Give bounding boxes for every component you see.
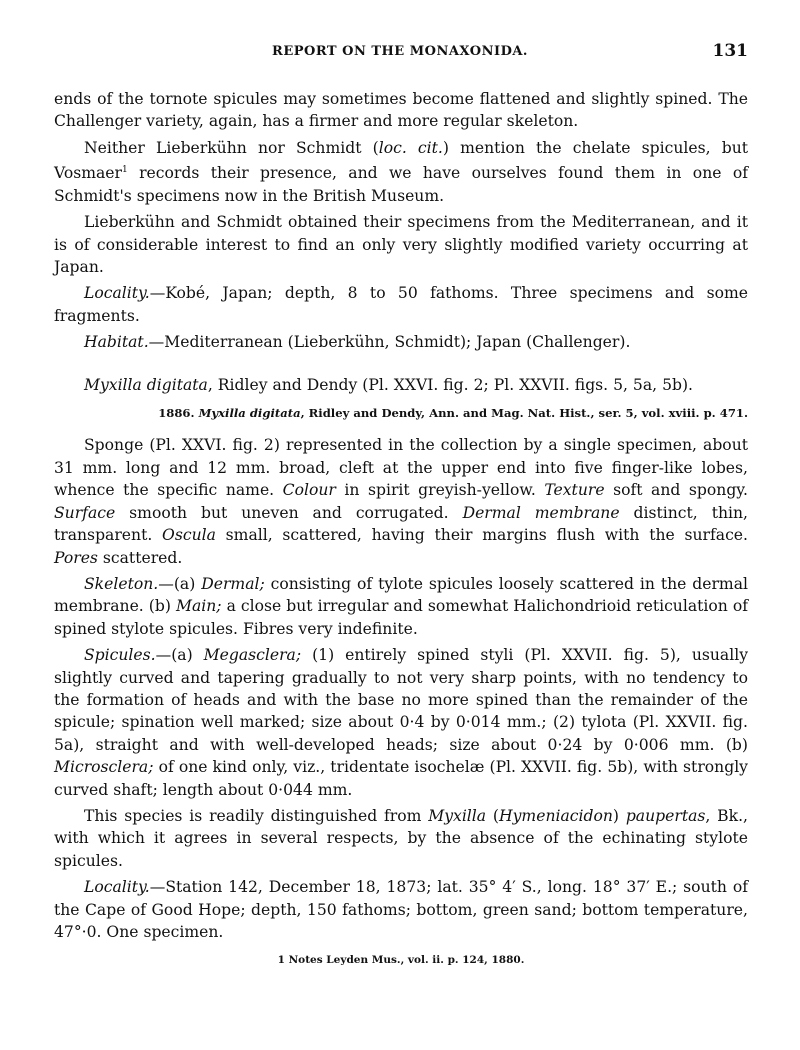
paragraph-chelate: Neither Lieberkühn nor Schmidt (loc. cit.) mention the chelate spicules, but Vosmaer$^1$ records their presence, and we have ourselves found them in one of Schmidt's specimens now in the British Museum. bbox=[54, 138, 748, 205]
skeleton-label: Skeleton. bbox=[84, 574, 159, 593]
locality-label: Locality. bbox=[84, 284, 150, 303]
footnote-marker: 1 bbox=[122, 165, 128, 176]
page-header bbox=[0, 41, 800, 68]
pores-label: Pores bbox=[54, 548, 98, 567]
paragraph-spicules: Spicules.—(a) Megasclera; (1) entirely spined styli (Pl. XXVII. fig. 5), usually slightly curved and tapering gradually to not very sharp points, with no tendency to the formation of heads and with the base no more spined than the remainder of the spicule; spination well marked; size about 0·4 by 0·014 mm.; (2) tylota (Pl. XXVII. fig. 5a), straight and with well-developed heads; size about 0·24 by 0·006 mm. (b) Microsclera; of one kind only, viz., tridentate isochelæ (Pl. XXVII. fig. 5b), with strongly curved shaft; length about 0·044 mm. bbox=[54, 646, 749, 799]
locality-station-142: Locality.—Station 142, December 18, 1873; lat. 35° 4′ S., long. 18° 37′ E.; south of the Cape of Good Hope; depth, 150 fathoms; bottom, green sand; bottom temperature, 47°·0. One specimen. bbox=[54, 878, 748, 941]
loc-cit: loc. cit. bbox=[378, 138, 443, 157]
oscula-label: Oscula bbox=[162, 526, 216, 545]
colour-label: Colour bbox=[282, 481, 336, 500]
paragraph-skeleton: Skeleton.—(a) Dermal; consisting of tylote spicules loosely scattered in the dermal membrane. (b) Main; a close but irregular and somewhat Halichondrioid reticulation of spined stylote spicules. Fibres very indefinite. bbox=[54, 574, 749, 638]
texture-label: Texture bbox=[544, 481, 605, 500]
species-citation: 1886. Myxilla digitata, Ridley and Dendy, Ann. and Mag. Nat. Hist., ser. 5, vol. xviii. p. 471. bbox=[158, 406, 748, 421]
locality-label: Locality. bbox=[84, 878, 150, 897]
dermal-membrane-label: Dermal membrane bbox=[462, 503, 620, 522]
habitat-label: Habitat. bbox=[84, 333, 149, 352]
paragraph-tornote: ends of the tornote spicules may sometimes become flattened and slightly spined. The Challenger variety, again, has a firmer and more regular skeleton. bbox=[54, 90, 748, 131]
species-heading: Myxilla digitata, Ridley and Dendy (Pl. XXVI. fig. 2; Pl. XXVII. figs. 5, 5a, 5b). bbox=[84, 375, 694, 394]
body-text bbox=[54, 88, 748, 972]
locality-kobe: Locality.—Kobé, Japan; depth, 8 to 50 fathoms. Three specimens and some fragments. bbox=[54, 284, 748, 325]
paragraph-distinguish: This species is readily distinguished from Myxilla (Hymeniacidon) paupertas, Bk., with which it agrees in several respects, by the absence of the echinating stylote spicules. bbox=[54, 806, 748, 870]
page-number: 131 bbox=[712, 41, 748, 61]
habitat: Habitat.—Mediterranean (Lieberkühn, Schmidt); Japan (Challenger). bbox=[84, 333, 631, 352]
paragraph-mediterranean: Lieberkühn and Schmidt obtained their specimens from the Mediterranean, and it is of considerable interest to find an only very slightly modified variety occurring at Japan. bbox=[54, 213, 748, 277]
paragraph-description: Sponge (Pl. XXVI. fig. 2) represented in the collection by a single specimen, about 31 mm. long and 12 mm. broad, cleft at the upper end into five finger-like lobes, whence the specific name. Colour in spirit greyish-yellow. Texture soft and spongy. Surface smooth but uneven and corrugated. Dermal membrane distinct, thin, transparent. Oscula small, scattered, having their margins flush with the surface. Pores scattered. bbox=[54, 436, 748, 567]
spicules-label: Spicules. bbox=[84, 646, 156, 665]
running-title: REPORT ON THE MONAXONIDA. bbox=[272, 44, 528, 59]
surface-label: Surface bbox=[54, 503, 116, 522]
footnote: 1 Notes Leyden Mus., vol. ii. p. 124, 1880. bbox=[277, 954, 525, 967]
species-name: Myxilla digitata bbox=[84, 375, 208, 394]
